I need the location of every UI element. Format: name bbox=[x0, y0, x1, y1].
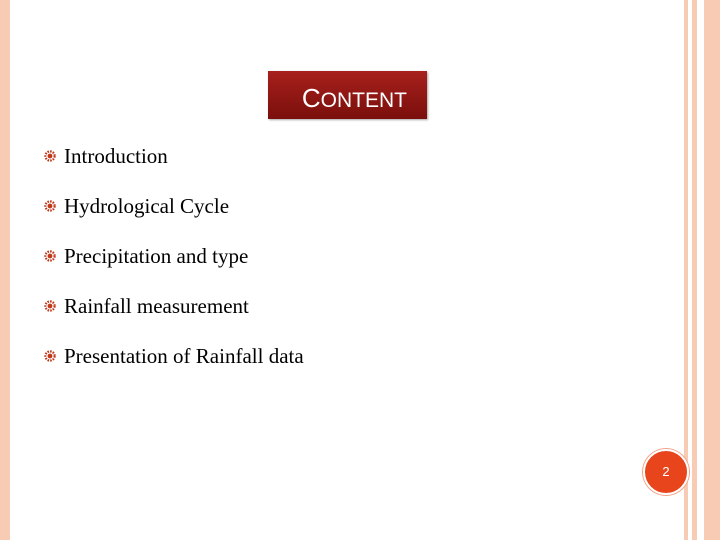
gear-bullet-icon bbox=[44, 300, 56, 312]
page-number-badge: 2 bbox=[643, 449, 689, 495]
gear-bullet-icon bbox=[44, 200, 56, 212]
gear-bullet-icon bbox=[44, 250, 56, 262]
list-item-label: Presentation of Rainfall data bbox=[64, 344, 304, 368]
slide-title-rest: ONTENT bbox=[320, 89, 407, 112]
slide-title bbox=[302, 85, 407, 111]
list-item-label: Precipitation and type bbox=[64, 244, 249, 268]
list-item-label: Hydrological Cycle bbox=[64, 194, 230, 218]
right-border-stripe bbox=[704, 0, 720, 540]
right-border-stripe bbox=[692, 0, 697, 540]
gear-bullet-icon bbox=[44, 150, 56, 162]
left-border-stripe bbox=[0, 0, 10, 540]
list-item-label: Rainfall measurement bbox=[64, 294, 249, 318]
slide-title-initial: C bbox=[301, 83, 321, 113]
slide-title-box bbox=[268, 71, 427, 119]
list-item-label: Introduction bbox=[64, 144, 168, 168]
gear-bullet-icon bbox=[44, 350, 56, 362]
